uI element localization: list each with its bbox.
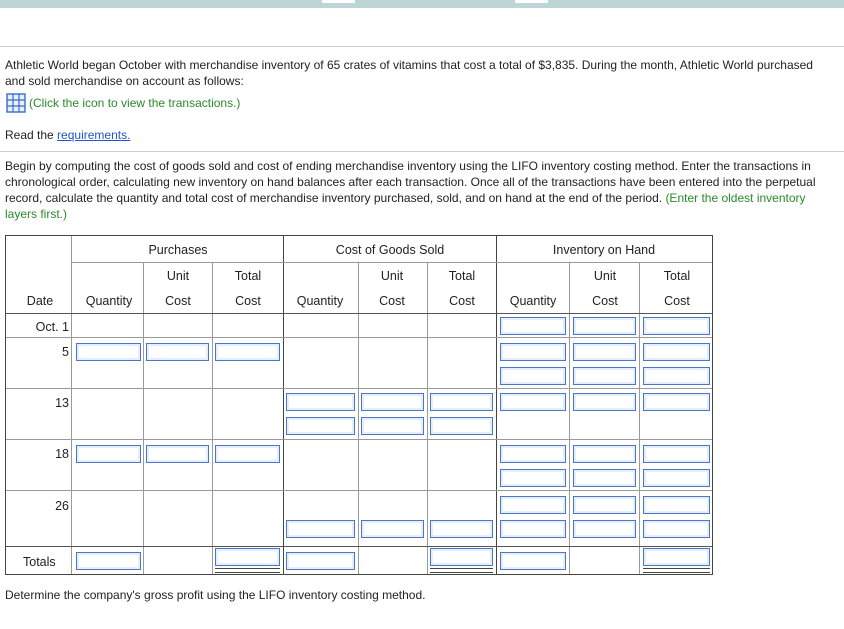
oct5-purchase-total-cost-input[interactable] xyxy=(215,343,280,361)
gross-profit-prompt: Determine the company's gross profit using the LIFO inventory costing method. xyxy=(5,588,426,602)
on-hand-header: Inventory on Hand xyxy=(552,243,656,257)
oct13-cogs-unit-cost-input-2[interactable] xyxy=(361,417,424,435)
oct13-onhand-unit-cost-input[interactable] xyxy=(573,393,636,411)
double-underline xyxy=(215,568,280,573)
col-total-label: Total xyxy=(448,269,476,283)
oct18-onhand-unit-cost-input-2[interactable] xyxy=(573,469,636,487)
totals-cogs-quantity-input[interactable] xyxy=(286,552,355,570)
col-total-label: Total xyxy=(663,269,691,283)
oct26-cogs-total-cost-input[interactable] xyxy=(430,520,493,538)
col-cost-label: Cost xyxy=(592,294,618,308)
oct5-onhand-total-cost-input-2[interactable] xyxy=(643,367,710,385)
read-prefix: Read the xyxy=(5,128,58,142)
oct18-purchase-total-cost-input[interactable] xyxy=(215,445,280,463)
oct5-onhand-total-cost-input[interactable] xyxy=(643,343,710,361)
row-date-18: 18 xyxy=(55,447,69,461)
column-divider xyxy=(143,262,144,574)
col-cost-label: Cost xyxy=(165,294,191,308)
col-unit-label: Unit xyxy=(593,269,617,283)
column-divider xyxy=(427,262,428,574)
oct18-purchase-unit-cost-input[interactable] xyxy=(146,445,209,463)
toolbar-tab-notch xyxy=(322,0,355,3)
col-unit-label: Unit xyxy=(166,269,190,283)
oct13-cogs-total-cost-input[interactable] xyxy=(430,393,493,411)
intro-text: Athletic World began October with merchandise inventory of 65 crates of vitamins that cost a total of $3,835. During the month, Athletic World purchased and sold merchandise on account as follows: xyxy=(5,58,813,88)
oct1-onhand-quantity-input[interactable] xyxy=(500,317,566,335)
column-divider xyxy=(283,236,284,574)
col-total-label: Total xyxy=(234,269,262,283)
oct26-cogs-unit-cost-input[interactable] xyxy=(361,520,424,538)
row-divider xyxy=(6,388,712,389)
oct18-purchase-quantity-input[interactable] xyxy=(76,445,141,463)
col-cost-label: Cost xyxy=(235,294,261,308)
divider xyxy=(0,151,844,152)
oct18-onhand-unit-cost-input[interactable] xyxy=(573,445,636,463)
oct18-onhand-quantity-input-2[interactable] xyxy=(500,469,566,487)
oct18-onhand-quantity-input[interactable] xyxy=(500,445,566,463)
header-divider xyxy=(6,313,712,314)
oct13-cogs-unit-cost-input[interactable] xyxy=(361,393,424,411)
purchases-header: Purchases xyxy=(148,243,208,257)
oct26-onhand-unit-cost-input-2[interactable] xyxy=(573,520,636,538)
column-divider xyxy=(358,262,359,574)
totals-onhand-quantity-input[interactable] xyxy=(500,552,566,570)
col-cost-label: Cost xyxy=(449,294,475,308)
oct13-cogs-total-cost-input-2[interactable] xyxy=(430,417,493,435)
oct5-onhand-quantity-input-2[interactable] xyxy=(500,367,566,385)
oct13-onhand-quantity-input[interactable] xyxy=(500,393,566,411)
divider xyxy=(0,46,844,47)
top-toolbar-strip xyxy=(0,0,844,8)
instructions-body: Begin by computing the cost of goods sold and cost of ending merchandise inventory using the LIFO inventory costing method. Enter the transactions in chronological order, calculating new inventory on hand balances after each transaction. Once all of the transactions have been entered into the perpetual record, calculate the quantity and total cost of merchandise inventory purchased, sold, and on hand at the end of the period. xyxy=(5,159,816,205)
column-divider xyxy=(496,236,497,574)
totals-label: Totals xyxy=(23,555,56,569)
oct18-onhand-total-cost-input[interactable] xyxy=(643,445,710,463)
row-divider xyxy=(6,546,712,547)
totals-purchase-total-cost-input[interactable] xyxy=(215,548,280,566)
oct26-onhand-total-cost-input-2[interactable] xyxy=(643,520,710,538)
col-unit-label: Unit xyxy=(380,269,404,283)
oct5-onhand-unit-cost-input[interactable] xyxy=(573,343,636,361)
column-divider xyxy=(212,262,213,574)
row-date-26: 26 xyxy=(55,499,69,513)
totals-onhand-total-cost-input[interactable] xyxy=(643,548,710,566)
row-divider xyxy=(6,439,712,440)
row-date-oct1: Oct. 1 xyxy=(35,320,69,334)
toolbar-tab-notch xyxy=(515,0,548,3)
oct5-onhand-quantity-input[interactable] xyxy=(500,343,566,361)
instructions-text xyxy=(5,158,835,222)
oct26-cogs-quantity-input[interactable] xyxy=(286,520,355,538)
oct5-purchase-unit-cost-input[interactable] xyxy=(146,343,209,361)
header-divider xyxy=(71,262,712,263)
oct13-onhand-total-cost-input[interactable] xyxy=(643,393,710,411)
oct1-onhand-total-cost-input[interactable] xyxy=(643,317,710,335)
row-divider xyxy=(6,490,712,491)
column-divider xyxy=(71,236,72,574)
oct18-onhand-total-cost-input-2[interactable] xyxy=(643,469,710,487)
oct26-onhand-quantity-input-2[interactable] xyxy=(500,520,566,538)
col-quantity-label: Quantity xyxy=(296,294,344,308)
totals-purchase-quantity-input[interactable] xyxy=(76,552,141,570)
col-cost-label: Cost xyxy=(664,294,690,308)
col-date-label: Date xyxy=(26,294,54,308)
view-transactions-link[interactable] xyxy=(6,93,240,113)
table-grid-icon[interactable] xyxy=(6,93,26,113)
col-cost-label: Cost xyxy=(379,294,405,308)
totals-cogs-total-cost-input[interactable] xyxy=(430,548,493,566)
column-divider xyxy=(639,262,640,574)
perpetual-inventory-record-table xyxy=(5,235,713,575)
column-divider xyxy=(569,262,570,574)
oct5-onhand-unit-cost-input-2[interactable] xyxy=(573,367,636,385)
oct26-onhand-unit-cost-input[interactable] xyxy=(573,496,636,514)
read-requirements-line xyxy=(5,127,835,143)
cogs-header: Cost of Goods Sold xyxy=(335,243,445,257)
oct26-onhand-total-cost-input[interactable] xyxy=(643,496,710,514)
double-underline xyxy=(430,568,493,573)
col-quantity-label: Quantity xyxy=(509,294,557,308)
row-date-13: 13 xyxy=(55,396,69,410)
oct13-cogs-quantity-input-2[interactable] xyxy=(286,417,355,435)
row-divider xyxy=(6,337,712,338)
instructions-note: (Enter the oldest inventory layers first.) xyxy=(5,191,806,221)
row-date-5: 5 xyxy=(62,345,69,359)
view-transactions-text[interactable]: (Click the icon to view the transactions.) xyxy=(29,96,241,110)
oct1-onhand-unit-cost-input[interactable] xyxy=(573,317,636,335)
oct5-purchase-quantity-input[interactable] xyxy=(76,343,141,361)
requirements-link[interactable]: requirements. xyxy=(57,128,131,142)
oct13-cogs-quantity-input[interactable] xyxy=(286,393,355,411)
oct26-onhand-quantity-input[interactable] xyxy=(500,496,566,514)
double-underline xyxy=(643,568,710,573)
col-quantity-label: Quantity xyxy=(85,294,133,308)
